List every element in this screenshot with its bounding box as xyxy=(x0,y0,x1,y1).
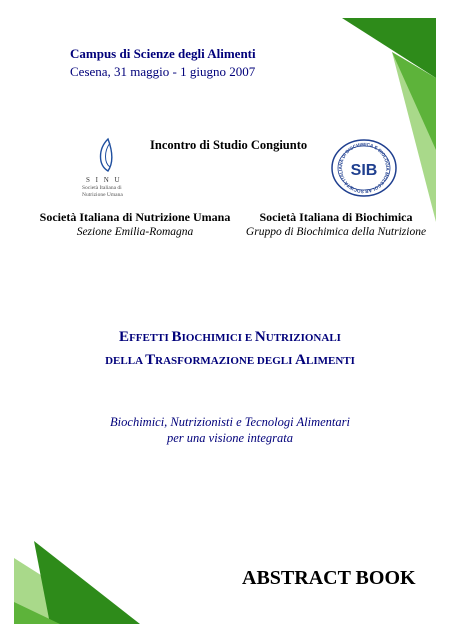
sinu-organization-section: Sezione Emilia-Romagna xyxy=(76,226,194,238)
top-right-triangle-dark xyxy=(342,18,436,78)
sib-organization-group: Gruppo di Biochimica della Nutrizione xyxy=(245,226,427,238)
meeting-title: Incontro di Studio Congiunto xyxy=(150,138,308,152)
sinu-logo-caption xyxy=(82,185,123,199)
sib-letters: SIB xyxy=(350,162,378,179)
bottom-left-triangle-dark xyxy=(34,541,140,624)
sinu-caption-line1: Società Italiana di xyxy=(82,185,122,191)
subtitle xyxy=(40,414,420,446)
main-title-line2: DELLA TRASFORMAZIONE DEGLI ALIMENTI xyxy=(105,352,355,368)
main-title xyxy=(40,326,420,372)
abstract-book-label: ABSTRACT BOOK xyxy=(242,567,416,589)
sinu-caption-line2: Nutrizione Umana xyxy=(82,192,123,198)
event-date: Cesena, 31 maggio - 1 giugno 2007 xyxy=(70,64,256,79)
sinu-logo-letters: S I N U xyxy=(86,176,122,184)
sib-seal-logo xyxy=(330,138,398,198)
subtitle-line2: per una visione integrata xyxy=(166,431,294,445)
sib-organization-name: Società Italiana di Biochimica xyxy=(259,210,413,224)
sinu-organization-name: Società Italiana di Nutrizione Umana xyxy=(39,210,231,224)
sib-organization xyxy=(232,210,440,238)
campus-title: Campus di Scienze degli Alimenti xyxy=(70,46,256,61)
sinu-organization xyxy=(38,210,232,238)
subtitle-line1: Biochimici, Nutrizionisti e Tecnologi Alimentari xyxy=(110,415,350,429)
main-title-line1: EFFETTI BIOCHIMICI E NUTRIZIONALI xyxy=(119,329,341,345)
sib-ring-text: SOCIETÀ ITALIANA DI BIOCHIMICA E BIOLOGIA MOLECOLAR xyxy=(338,141,391,195)
